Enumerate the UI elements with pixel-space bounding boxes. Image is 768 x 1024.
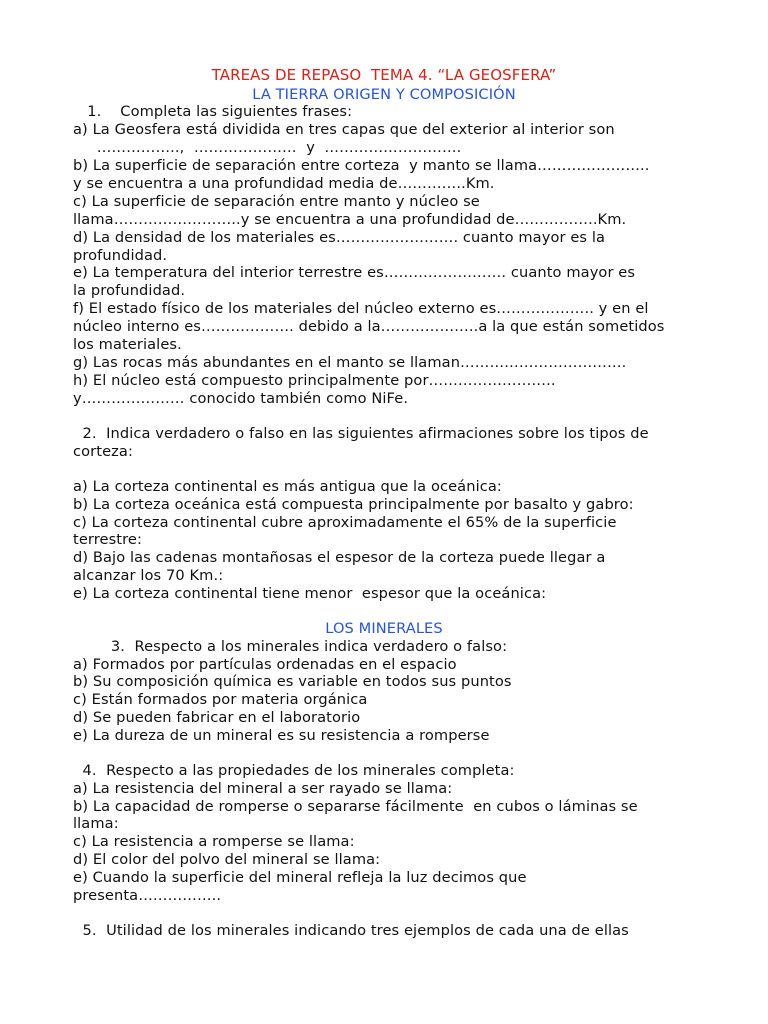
question-3a-text: a) Formados por partículas ordenadas en el espacio [73, 656, 457, 673]
question-1f-cont: núcleo interno es………………. debido a la………………..a la que están sometidos [73, 318, 665, 335]
question-3e-text: e) La dureza de un mineral es su resistencia a romperse [73, 727, 490, 744]
question-4b-text: b) La capacidad de romperse o separarse fácilmente en cubos o láminas se [73, 798, 638, 815]
question-5-text: 5. Utilidad de los minerales indicando tres ejemplos de cada una de ellas [73, 922, 629, 939]
question-1h-text: h) El núcleo está compuesto principalmente por…………………….. [73, 372, 556, 389]
question-2a-text: a) La corteza continental es más antigua que la oceánica: [73, 478, 502, 495]
section-heading-minerales: LOS MINERALES [325, 620, 443, 637]
question-1d-cont: profundidad. [73, 247, 168, 264]
question-4e-text: e) Cuando la superficie del mineral refleja la luz decimos que [73, 869, 527, 886]
question-1d-text: d) La densidad de los materiales es……………………. cuanto mayor es la [73, 229, 606, 246]
question-4a-text: a) La resistencia del mineral a ser rayado se llama: [73, 780, 453, 797]
question-2-cont: corteza: [73, 443, 133, 460]
section-heading-tierra: LA TIERRA ORIGEN Y COMPOSICIÓN [252, 86, 516, 103]
question-2d-cont: alcanzar los 70 Km.: [73, 567, 224, 584]
question-2e-text: e) La corteza continental tiene menor espesor que la oceánica: [73, 585, 547, 602]
question-3c-text: c) Están formados por materia orgánica [73, 691, 368, 708]
question-1b-cont: y se encuentra a una profundidad media de…………..Km. [73, 175, 495, 192]
question-2c-cont: terrestre: [73, 531, 143, 548]
question-4e-cont: presenta…………….. [73, 887, 222, 904]
question-1b-text: b) La superficie de separación entre corteza y manto se llama………………….. [73, 157, 650, 174]
question-1c-cont: llama……………………..y se encuentra a una profundidad de……………..Km. [73, 211, 627, 228]
document-title: TAREAS DE REPASO TEMA 4. “LA GEOSFERA” [211, 66, 557, 84]
question-1e-cont: la profundidad. [73, 282, 186, 299]
question-4b-cont: llama: [73, 815, 119, 832]
question-3b-text: b) Su composición química es variable en todos sus puntos [73, 673, 512, 690]
question-2b-text: b) La corteza oceánica está compuesta principalmente por basalto y gabro: [73, 496, 634, 513]
question-3-text: 3. Respecto a los minerales indica verdadero o falso: [73, 638, 508, 655]
question-4-text: 4. Respecto a las propiedades de los minerales completa: [73, 762, 515, 779]
question-1-text: 1. Completa las siguientes frases: [73, 103, 353, 120]
question-4c-text: c) La resistencia a romperse se llama: [73, 833, 355, 850]
question-1f-end: los materiales. [73, 336, 182, 353]
question-1g-text: g) Las rocas más abundantes en el manto se llaman……………………………. [73, 354, 627, 371]
question-4d-text: d) El color del polvo del mineral se llama: [73, 851, 381, 868]
question-1a-blanks: …………….., ………………… y ………………………. [73, 139, 462, 156]
question-1e-text: e) La temperatura del interior terrestre es……………………. cuanto mayor es [73, 264, 636, 281]
question-1c-text: c) La superficie de separación entre manto y núcleo se [73, 193, 480, 210]
question-3d-text: d) Se pueden fabricar en el laboratorio [73, 709, 361, 726]
question-2-text: 2. Indica verdadero o falso en las siguientes afirmaciones sobre los tipos de [73, 425, 649, 442]
question-1f-text: f) El estado físico de los materiales del núcleo externo es……………….. y en el [73, 300, 649, 317]
question-1a-text: a) La Geosfera está dividida en tres capas que del exterior al interior son [73, 121, 615, 138]
question-2d-text: d) Bajo las cadenas montañosas el espesor de la corteza puede llegar a [73, 549, 606, 566]
question-2c-text: c) La corteza continental cubre aproximadamente el 65% de la superficie [73, 514, 617, 531]
question-1h-cont: y………………… conocido también como NiFe. [73, 390, 409, 407]
